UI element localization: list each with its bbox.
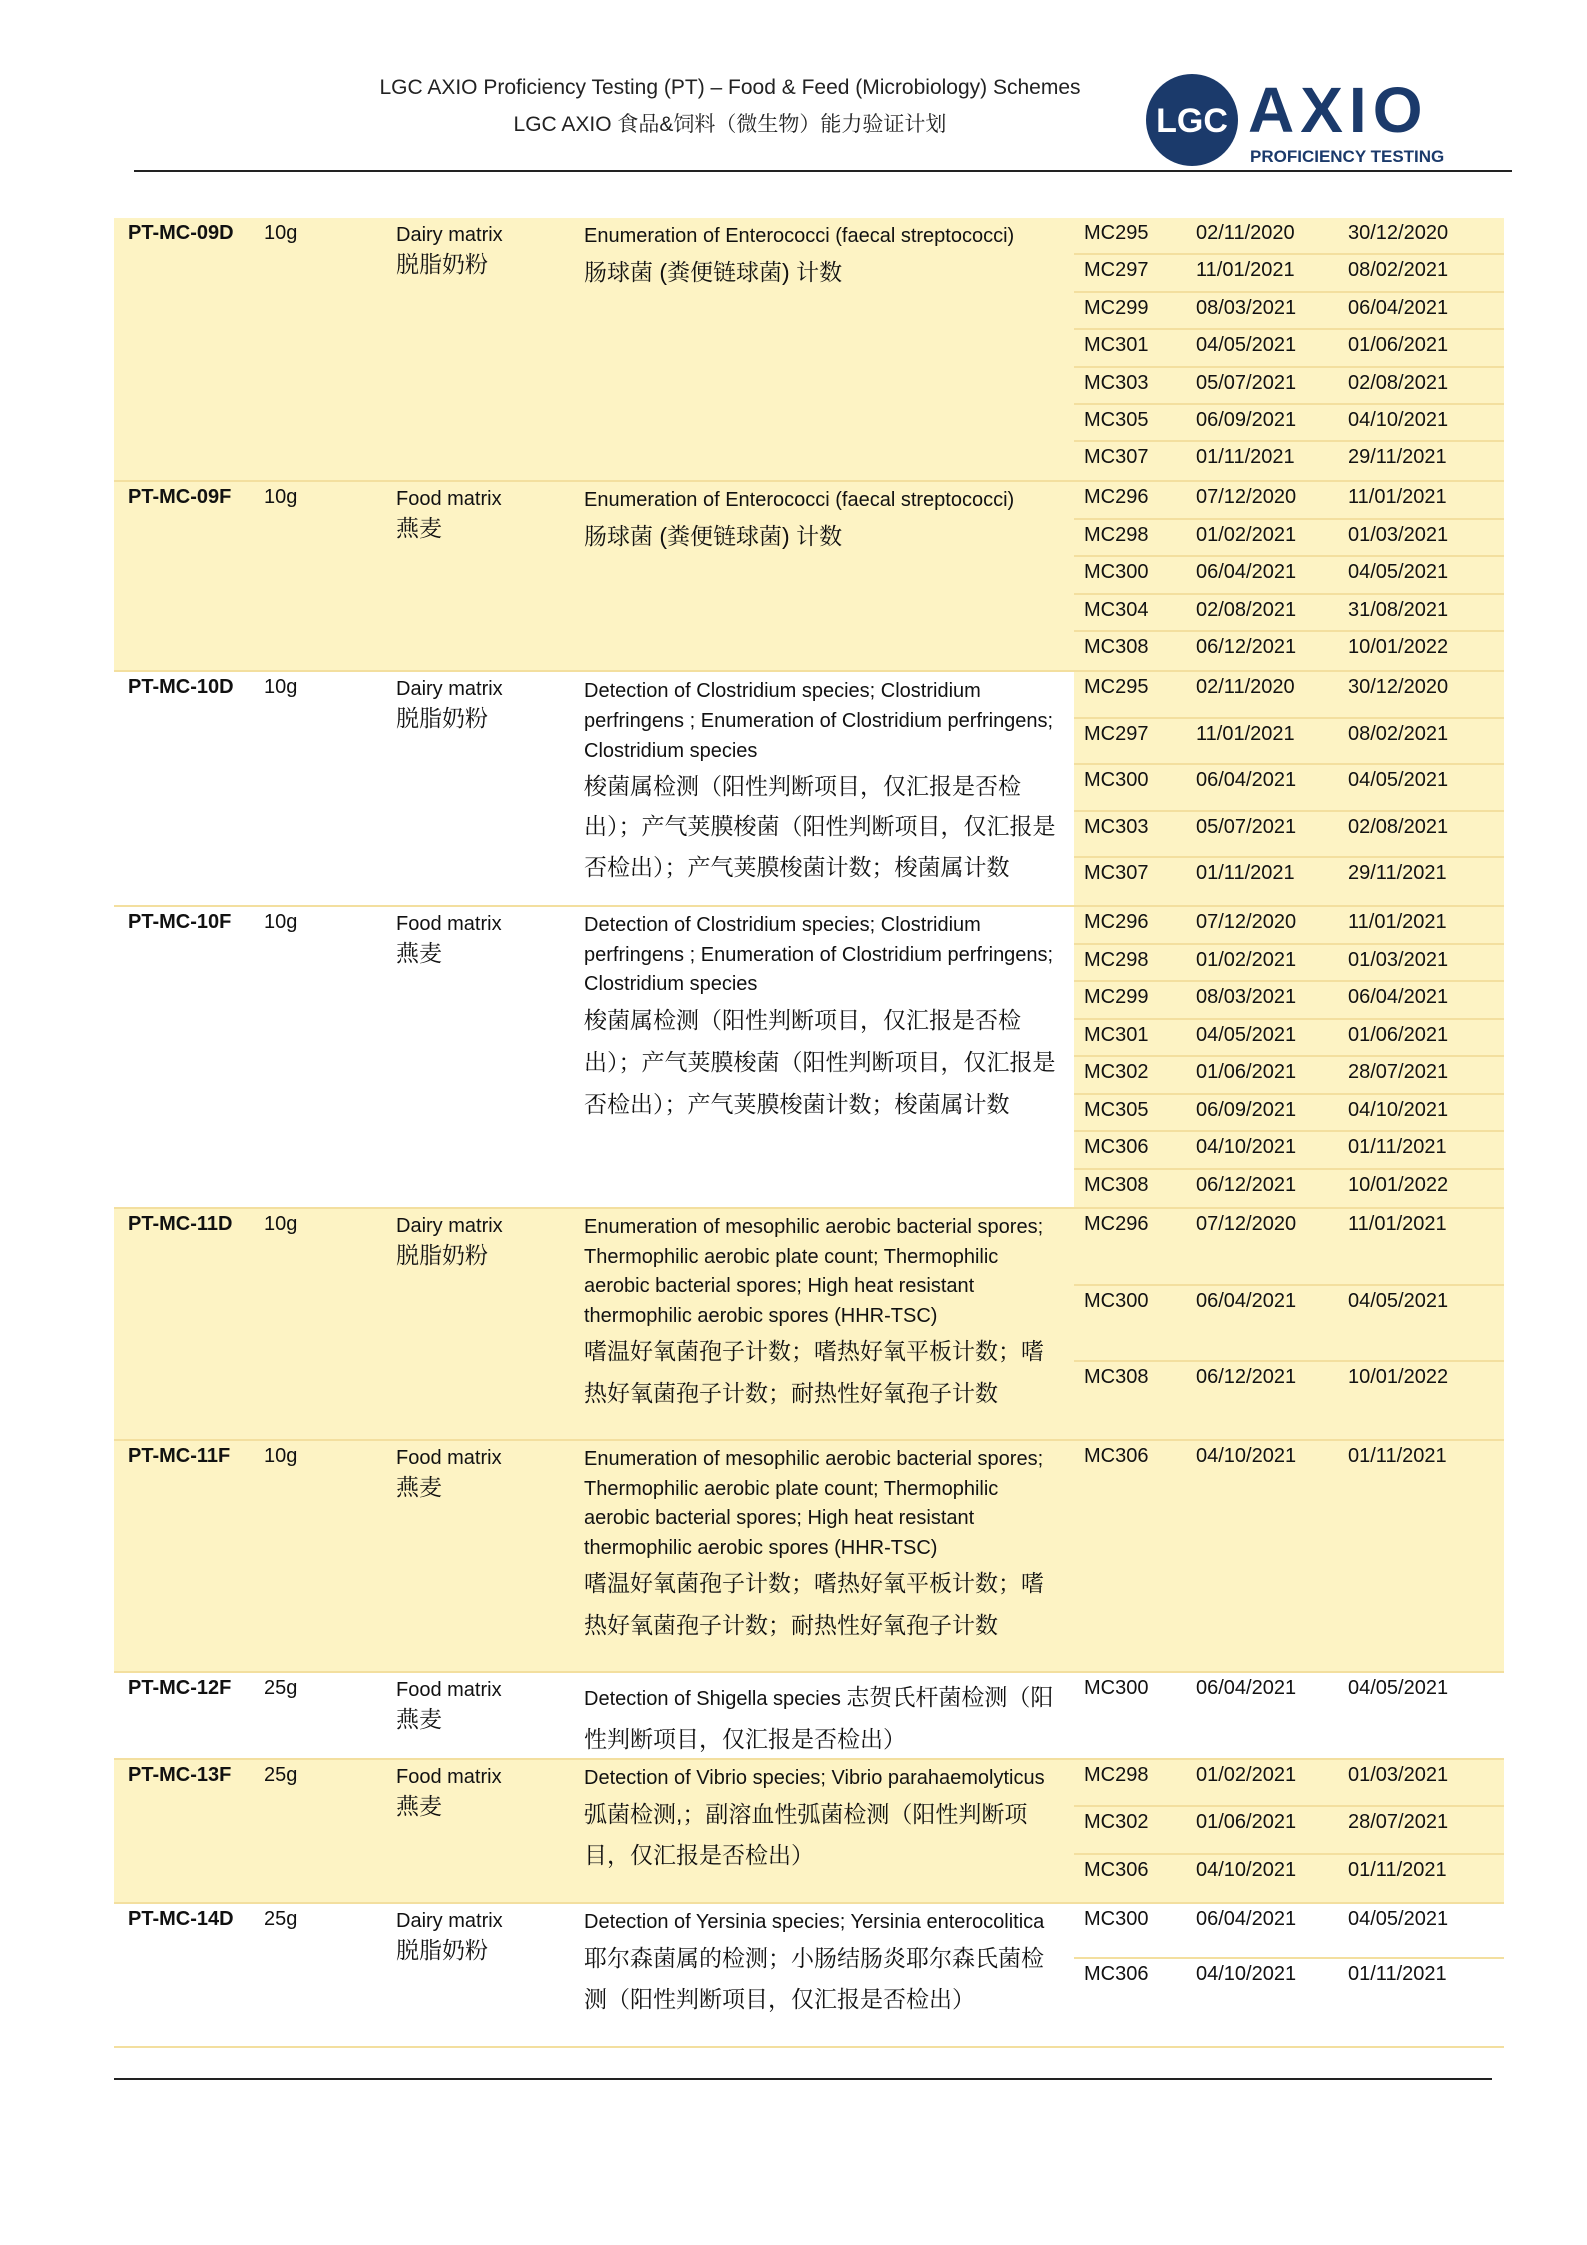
scheme-code: PT-MC-10D <box>128 676 234 698</box>
round-row <box>1074 557 1504 595</box>
dispatch-date: 02/08/2021 <box>1196 598 1297 621</box>
dispatch-date: 04/05/2021 <box>1196 334 1297 357</box>
schemes-table <box>114 218 1504 2048</box>
matrix-cell <box>396 907 584 1207</box>
round-row <box>1074 1904 1504 1959</box>
report-date: 30/12/2020 <box>1348 676 1449 698</box>
page-header <box>0 0 1587 180</box>
dispatch-date: 06/04/2021 <box>1196 1677 1297 1699</box>
round-code: MC298 <box>1084 523 1149 546</box>
description-en: Enumeration of Enterococci (faecal streptococci) <box>584 225 1015 247</box>
scheme-code: PT-MC-13F <box>128 1764 232 1786</box>
round-row <box>1074 765 1504 812</box>
round-code: MC298 <box>1084 948 1149 971</box>
round-row <box>1074 945 1504 983</box>
matrix-en: Food matrix <box>396 488 502 510</box>
description-zh: 梭菌属检测（阳性判断项目，仅汇报是否检出）；产气荚膜梭菌（阳性判断项目，仅汇报是否检出）；产气荚膜梭菌计数；梭菌属计数 <box>584 773 1056 880</box>
dispatch-date: 01/02/2021 <box>1196 523 1297 546</box>
report-date: 01/11/2021 <box>1348 1136 1447 1158</box>
dispatch-date: 01/06/2021 <box>1196 1811 1297 1834</box>
dispatch-date: 02/11/2020 <box>1196 676 1295 698</box>
round-row <box>1074 1286 1504 1363</box>
report-date: 30/12/2020 <box>1348 222 1449 244</box>
report-date: 04/10/2021 <box>1348 408 1449 431</box>
matrix-cell <box>396 1673 584 1758</box>
footer-rule <box>114 2078 1492 2080</box>
matrix-zh: 脱脂奶粉 <box>396 1242 488 1268</box>
scheme-code: PT-MC-14D <box>128 1908 234 1930</box>
dispatch-date: 01/06/2021 <box>1196 1061 1297 1083</box>
description-en: Detection of Clostridium species; Clostridium perfringens ; Enumeration of Clostridium perfringens; Clostridium species <box>584 680 1054 762</box>
round-code: MC308 <box>1084 1173 1149 1196</box>
report-date: 08/02/2021 <box>1348 722 1449 745</box>
round-code: MC295 <box>1084 222 1149 244</box>
matrix-zh: 燕麦 <box>396 1474 442 1500</box>
matrix-en: Food matrix <box>396 1766 502 1788</box>
round-row <box>1074 1209 1504 1286</box>
table-row <box>114 1673 1504 1760</box>
round-code: MC299 <box>1084 296 1149 319</box>
round-row <box>1074 1855 1504 1902</box>
report-date: 01/03/2021 <box>1348 1764 1449 1786</box>
description-en: Detection of Yersinia species; Yersinia enterocolitica <box>584 1911 1045 1933</box>
matrix-en: Food matrix <box>396 913 502 935</box>
matrix-zh: 燕麦 <box>396 1706 442 1732</box>
matrix-cell <box>396 1209 584 1439</box>
scheme-code: PT-MC-12F <box>128 1677 232 1699</box>
description-cell <box>584 218 1074 480</box>
round-code: MC297 <box>1084 722 1149 745</box>
round-row <box>1074 1132 1504 1170</box>
round-code: MC300 <box>1084 1289 1149 1312</box>
round-code: MC305 <box>1084 1098 1149 1121</box>
sample-size: 25g <box>264 1764 298 1786</box>
sample-size: 10g <box>264 911 298 933</box>
description-cell <box>584 1441 1074 1671</box>
sample-size: 10g <box>264 676 298 698</box>
dispatch-date: 07/12/2020 <box>1196 1213 1297 1235</box>
matrix-en: Dairy matrix <box>396 678 503 700</box>
round-row <box>1074 595 1504 633</box>
round-row <box>1074 1673 1504 1758</box>
round-code: MC307 <box>1084 862 1149 885</box>
matrix-zh: 脱脂奶粉 <box>396 705 488 731</box>
round-row <box>1074 405 1504 442</box>
description-en: Detection of Clostridium species; Clostridium perfringens ; Enumeration of Clostridium perfringens; Clostridium species <box>584 914 1054 996</box>
round-code: MC305 <box>1084 408 1149 431</box>
description-cell <box>584 907 1074 1207</box>
lgc-axio-logo <box>1144 72 1492 168</box>
round-row <box>1074 1020 1504 1058</box>
round-row <box>1074 330 1504 367</box>
round-row <box>1074 1170 1504 1208</box>
dispatch-date: 04/10/2021 <box>1196 1963 1297 1985</box>
scheme-code: PT-MC-11F <box>128 1445 231 1467</box>
round-code: MC302 <box>1084 1061 1149 1083</box>
description-cell <box>584 1673 1074 1758</box>
round-code: MC306 <box>1084 1136 1149 1158</box>
report-date: 11/01/2021 <box>1348 486 1447 508</box>
dispatch-date: 04/05/2021 <box>1196 1023 1297 1046</box>
description-cell <box>584 672 1074 905</box>
round-code: MC307 <box>1084 446 1149 469</box>
sample-size: 10g <box>264 1445 298 1467</box>
matrix-en: Dairy matrix <box>396 1215 503 1237</box>
report-date: 04/05/2021 <box>1348 1908 1449 1930</box>
round-code: MC297 <box>1084 259 1149 282</box>
rounds-cell <box>1074 1209 1504 1439</box>
dispatch-date: 06/12/2021 <box>1196 636 1297 659</box>
report-date: 11/01/2021 <box>1348 911 1447 933</box>
dispatch-date: 06/09/2021 <box>1196 1098 1297 1121</box>
description-zh: 志贺氏杆菌检测（阳性判断项目，仅汇报是否检出） <box>584 1684 1054 1752</box>
round-code: MC303 <box>1084 371 1149 394</box>
round-row <box>1074 812 1504 859</box>
scheme-code: PT-MC-09D <box>128 222 234 244</box>
round-code: MC308 <box>1084 636 1149 659</box>
description-cell <box>584 1760 1074 1902</box>
dispatch-date: 06/04/2021 <box>1196 561 1297 584</box>
round-code: MC301 <box>1084 334 1149 357</box>
round-row <box>1074 255 1504 292</box>
sample-size: 25g <box>264 1908 298 1930</box>
round-code: MC299 <box>1084 986 1149 1008</box>
rounds-cell <box>1074 218 1504 480</box>
report-date: 10/01/2022 <box>1348 1173 1449 1196</box>
round-row <box>1074 1959 1504 2046</box>
report-date: 29/11/2021 <box>1348 862 1447 885</box>
report-date: 04/05/2021 <box>1348 561 1449 584</box>
header-title-en: LGC AXIO Proficiency Testing (PT) – Food & Feed (Microbiology) Schemes <box>379 76 1081 99</box>
description-en: Detection of Shigella species <box>584 1688 841 1710</box>
round-code: MC306 <box>1084 1445 1149 1467</box>
round-row <box>1074 719 1504 766</box>
dispatch-date: 07/12/2020 <box>1196 486 1297 508</box>
description-en: Enumeration of mesophilic aerobic bacterial spores; Thermophilic aerobic plate count; Thermophilic aerobic bacterial spores; High heat resistant thermophilic aerobic spores (HHR-TSC) <box>584 1448 1044 1559</box>
rounds-cell <box>1074 1441 1504 1671</box>
matrix-zh: 脱脂奶粉 <box>396 251 488 277</box>
rounds-cell <box>1074 672 1504 905</box>
logo-axio-text: AXIO <box>1248 74 1429 146</box>
matrix-en: Food matrix <box>396 1679 502 1701</box>
dispatch-date: 06/04/2021 <box>1196 1908 1297 1930</box>
report-date: 01/06/2021 <box>1348 334 1449 357</box>
report-date: 29/11/2021 <box>1348 446 1447 469</box>
round-code: MC296 <box>1084 1213 1149 1235</box>
dispatch-date: 06/12/2021 <box>1196 1173 1297 1196</box>
rounds-cell <box>1074 1904 1504 2046</box>
round-row <box>1074 1095 1504 1133</box>
table-row <box>114 1209 1504 1441</box>
report-date: 01/03/2021 <box>1348 948 1449 971</box>
report-date: 01/11/2021 <box>1348 1963 1447 1985</box>
description-zh: 肠球菌 (粪便链球菌) 计数 <box>584 522 843 549</box>
report-date: 04/10/2021 <box>1348 1098 1449 1121</box>
report-date: 08/02/2021 <box>1348 259 1449 282</box>
round-code: MC298 <box>1084 1764 1149 1786</box>
description-zh: 肠球菌 (粪便链球菌) 计数 <box>584 258 843 285</box>
matrix-en: Dairy matrix <box>396 224 503 246</box>
description-zh: 弧菌检测,；副溶血性弧菌检测（阳性判断项目，仅汇报是否检出） <box>584 1800 1028 1869</box>
round-code: MC300 <box>1084 769 1149 792</box>
round-row <box>1074 442 1504 479</box>
round-code: MC308 <box>1084 1366 1149 1389</box>
report-date: 04/05/2021 <box>1348 769 1449 792</box>
report-date: 02/08/2021 <box>1348 815 1449 838</box>
round-code: MC300 <box>1084 561 1149 584</box>
matrix-cell <box>396 218 584 480</box>
round-row <box>1074 858 1504 905</box>
matrix-en: Food matrix <box>396 1447 502 1469</box>
dispatch-date: 04/10/2021 <box>1196 1136 1297 1158</box>
description-en: Enumeration of Enterococci (faecal streptococci) <box>584 489 1015 511</box>
dispatch-date: 06/09/2021 <box>1196 408 1297 431</box>
report-date: 04/05/2021 <box>1348 1677 1449 1699</box>
round-row <box>1074 1441 1504 1671</box>
sample-size: 25g <box>264 1677 298 1699</box>
dispatch-date: 02/11/2020 <box>1196 222 1295 244</box>
scheme-code: PT-MC-11D <box>128 1213 233 1235</box>
round-row <box>1074 907 1504 945</box>
scheme-code: PT-MC-10F <box>128 911 232 933</box>
report-date: 01/11/2021 <box>1348 1445 1447 1467</box>
table-row <box>114 218 1504 482</box>
round-code: MC303 <box>1084 815 1149 838</box>
rounds-cell <box>1074 1760 1504 1902</box>
rounds-cell <box>1074 1673 1504 1758</box>
matrix-cell <box>396 1441 584 1671</box>
rounds-cell <box>1074 907 1504 1207</box>
round-row <box>1074 1057 1504 1095</box>
dispatch-date: 04/10/2021 <box>1196 1445 1297 1467</box>
report-date: 10/01/2022 <box>1348 1366 1449 1389</box>
report-date: 02/08/2021 <box>1348 371 1449 394</box>
dispatch-date: 06/04/2021 <box>1196 769 1297 792</box>
matrix-cell <box>396 1760 584 1902</box>
round-row <box>1074 482 1504 520</box>
table-row <box>114 907 1504 1209</box>
round-row <box>1074 672 1504 719</box>
round-code: MC302 <box>1084 1811 1149 1834</box>
dispatch-date: 06/04/2021 <box>1196 1289 1297 1312</box>
logo-sub-text: PROFICIENCY TESTING <box>1250 147 1445 166</box>
description-cell <box>584 1904 1074 2046</box>
round-code: MC306 <box>1084 1858 1149 1881</box>
report-date: 01/03/2021 <box>1348 523 1449 546</box>
matrix-zh: 燕麦 <box>396 940 442 966</box>
matrix-cell <box>396 482 584 670</box>
round-row <box>1074 1760 1504 1807</box>
round-code: MC301 <box>1084 1023 1149 1046</box>
description-zh: 梭菌属检测（阳性判断项目，仅汇报是否检出）；产气荚膜梭菌（阳性判断项目，仅汇报是否检出）；产气荚膜梭菌计数；梭菌属计数 <box>584 1006 1056 1117</box>
table-row <box>114 1760 1504 1904</box>
matrix-zh: 脱脂奶粉 <box>396 1937 488 1963</box>
round-code: MC300 <box>1084 1677 1149 1699</box>
dispatch-date: 01/02/2021 <box>1196 948 1297 971</box>
dispatch-date: 11/01/2021 <box>1196 259 1295 282</box>
description-en: Detection of Vibrio species; Vibrio parahaemolyticus <box>584 1767 1045 1789</box>
round-row <box>1074 982 1504 1020</box>
rounds-cell <box>1074 482 1504 670</box>
round-code: MC296 <box>1084 486 1149 508</box>
header-rule <box>134 170 1512 172</box>
dispatch-date: 05/07/2021 <box>1196 815 1297 838</box>
dispatch-date: 06/12/2021 <box>1196 1366 1297 1389</box>
dispatch-date: 05/07/2021 <box>1196 371 1297 394</box>
round-row <box>1074 632 1504 670</box>
round-code: MC296 <box>1084 911 1149 933</box>
report-date: 06/04/2021 <box>1348 296 1449 319</box>
report-date: 01/11/2021 <box>1348 1858 1447 1881</box>
sample-size: 10g <box>264 222 298 244</box>
matrix-en: Dairy matrix <box>396 1910 503 1932</box>
round-code: MC304 <box>1084 598 1149 621</box>
round-code: MC306 <box>1084 1963 1149 1985</box>
matrix-zh: 燕麦 <box>396 515 442 541</box>
scheme-code: PT-MC-09F <box>128 486 232 508</box>
report-date: 31/08/2021 <box>1348 598 1449 621</box>
dispatch-date: 11/01/2021 <box>1196 722 1295 745</box>
round-row <box>1074 368 1504 405</box>
table-row <box>114 1904 1504 2048</box>
report-date: 04/05/2021 <box>1348 1289 1449 1312</box>
report-date: 28/07/2021 <box>1348 1811 1449 1834</box>
description-en: Enumeration of mesophilic aerobic bacterial spores; Thermophilic aerobic plate count; Thermophilic aerobic bacterial spores; High heat resistant thermophilic aerobic spores (HHR-TSC) <box>584 1216 1044 1327</box>
table-row <box>114 1441 1504 1673</box>
description-zh: 嗜温好氧菌孢子计数；嗜热好氧平板计数；嗜热好氧菌孢子计数；耐热性好氧孢子计数 <box>584 1570 1044 1639</box>
dispatch-date: 08/03/2021 <box>1196 296 1297 319</box>
dispatch-date: 07/12/2020 <box>1196 911 1297 933</box>
sample-size: 10g <box>264 1213 298 1235</box>
logo-lgc-text: LGC <box>1156 102 1228 140</box>
report-date: 01/06/2021 <box>1348 1023 1449 1046</box>
round-row <box>1074 1362 1504 1439</box>
report-date: 11/01/2021 <box>1348 1213 1447 1235</box>
description-cell <box>584 1209 1074 1439</box>
description-zh: 耶尔森菌属的检测；小肠结肠炎耶尔森氏菌检测（阳性判断项目，仅汇报是否检出） <box>584 1944 1044 2013</box>
description-zh: 嗜温好氧菌孢子计数；嗜热好氧平板计数；嗜热好氧菌孢子计数；耐热性好氧孢子计数 <box>584 1338 1044 1407</box>
description-cell <box>584 482 1074 670</box>
sample-size: 10g <box>264 486 298 508</box>
report-date: 10/01/2022 <box>1348 636 1449 659</box>
matrix-cell <box>396 672 584 905</box>
table-row <box>114 672 1504 907</box>
matrix-zh: 燕麦 <box>396 1793 442 1819</box>
header-title-zh: LGC AXIO 食品&饲料（微生物）能力验证计划 <box>513 113 947 136</box>
round-row <box>1074 520 1504 558</box>
dispatch-date: 04/10/2021 <box>1196 1858 1297 1881</box>
round-code: MC295 <box>1084 676 1149 698</box>
round-row <box>1074 293 1504 330</box>
report-date: 06/04/2021 <box>1348 986 1449 1008</box>
dispatch-date: 08/03/2021 <box>1196 986 1297 1008</box>
dispatch-date: 01/11/2021 <box>1196 862 1295 885</box>
dispatch-date: 01/11/2021 <box>1196 446 1295 469</box>
round-code: MC300 <box>1084 1908 1149 1930</box>
table-row <box>114 482 1504 672</box>
matrix-cell <box>396 1904 584 2046</box>
round-row <box>1074 218 1504 255</box>
report-date: 28/07/2021 <box>1348 1061 1449 1083</box>
dispatch-date: 01/02/2021 <box>1196 1764 1297 1786</box>
round-row <box>1074 1807 1504 1854</box>
